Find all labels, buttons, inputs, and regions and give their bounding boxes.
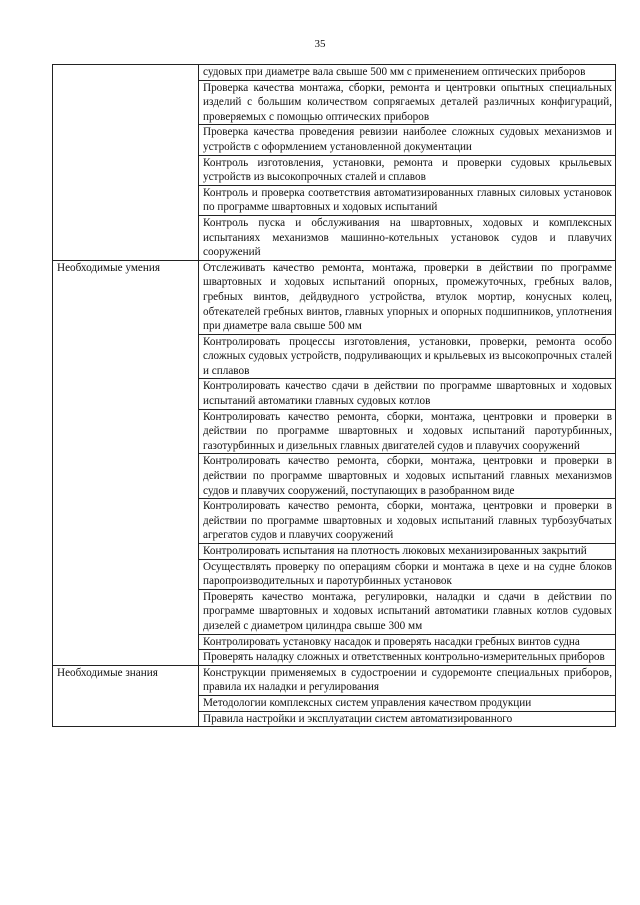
- requirement-item: Методологии комплексных систем управления качеством продукции: [199, 695, 616, 711]
- requirement-item: Проверка качества монтажа, сборки, ремонта и центровки опытных специальных изделий с большим количеством сопрягаемых деталей различных конфигураций, проверяемых с помощью оптических приборов: [199, 80, 616, 125]
- requirement-item: Проверять качество монтажа, регулировки, наладки и сдачи в действии по программе швартовных и ходовых испытаний автоматики главных котлов судовых дизелей с диаметром цилиндра свыше 300 мм: [199, 589, 616, 634]
- requirement-item: Контролировать процессы изготовления, установки, проверки, ремонта особо сложных судовых устройств, подруливающих и крыльевых из высокопрочных сталей и сплавов: [199, 334, 616, 379]
- requirement-item: Контролировать качество ремонта, сборки, монтажа, центровки и проверки в действии по программе швартовных и ходовых испытаний главных турбозубчатых агрегатов судов и плавучих сооружений: [199, 499, 616, 544]
- requirement-item: Правила настройки и эксплуатации систем автоматизированного: [199, 711, 616, 727]
- table-row: [53, 260, 616, 334]
- requirement-item: Проверка качества проведения ревизии наиболее сложных судовых механизмов и устройств с оформлением установленной документации: [199, 125, 616, 155]
- requirement-item: Контролировать испытания на плотность люковых механизированных закрытий: [199, 544, 616, 560]
- requirement-item: Контроль изготовления, установки, ремонта и проверки судовых крыльевых устройств из высокопрочных сталей и сплавов: [199, 155, 616, 185]
- section-heading: [53, 65, 199, 261]
- requirement-item: Конструкции применяемых в судостроении и судоремонте специальных приборов, правила их наладки и регулирования: [199, 665, 616, 695]
- section-heading: Необходимые знания: [53, 665, 199, 726]
- requirement-item: Осуществлять проверку по операциям сборки и монтажа в цехе и на судне блоков паропроизводительных и паротурбинных установок: [199, 559, 616, 589]
- requirements-table-body: [53, 65, 616, 727]
- requirement-item: Отслеживать качество ремонта, монтажа, проверки в действии по программе швартовных и ходовых испытаний опорных, промежуточных, гребных валов, гребных винтов, дейдвудного устройства, втулок мортир, конусных колец, обтекателей гребных винтов, главных упорных и опорных подшипников, уплотнения при диаметре вала свыше 500 мм: [199, 260, 616, 334]
- requirement-item: Контролировать установку насадок и проверять насадки гребных винтов судна: [199, 634, 616, 650]
- requirement-item: Контроль пуска и обслуживания на швартовных, ходовых и комплексных испытаниях механизмов машинно-котельных установок судов и плавучих сооружений: [199, 215, 616, 260]
- requirement-item: Контролировать качество ремонта, сборки, монтажа, центровки и проверки в действии по программе швартовных и ходовых испытаний главных механизмов судов и плавучих сооружений, поступающих в разобранном виде: [199, 454, 616, 499]
- requirement-item: Контроль и проверка соответствия автоматизированных главных силовых установок по программе швартовных и ходовых испытаний: [199, 185, 616, 215]
- requirements-table: [52, 64, 616, 727]
- requirement-item: Контролировать качество ремонта, сборки, монтажа, центровки и проверки в действии по программе швартовных и ходовых испытаний паротурбинных, газотурбинных и дизельных главных двигателей судов и плавучих сооружений: [199, 409, 616, 454]
- requirement-item: Проверять наладку сложных и ответственных контрольно-измерительных приборов: [199, 650, 616, 666]
- page-number: 35: [314, 38, 326, 50]
- table-row: [53, 65, 616, 81]
- table-row: [53, 665, 616, 695]
- requirement-item: судовых при диаметре вала свыше 500 мм с применением оптических приборов: [199, 65, 616, 81]
- requirement-item: Контролировать качество сдачи в действии по программе швартовных и ходовых испытаний автоматики главных судовых котлов: [199, 379, 616, 409]
- section-heading: Необходимые умения: [53, 260, 199, 665]
